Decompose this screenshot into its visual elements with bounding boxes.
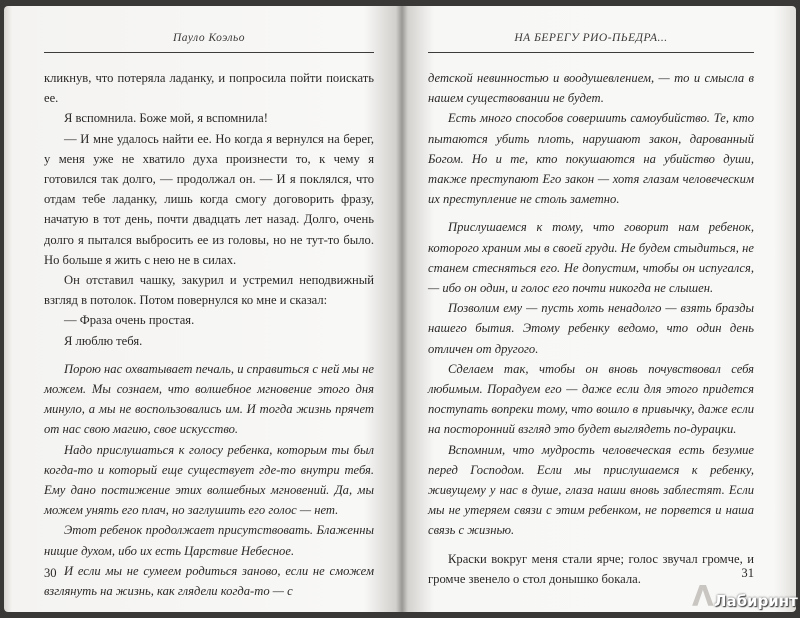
paragraph-italic: Надо прислушаться к голосу ребенка, которым ты был когда-то и который еще существует где-то внутри тебя. Ему дано постижение этих волшебных мгновений. Да, мы можем унять его плач, но заглушить его голос — нет. xyxy=(44,442,374,518)
paragraph-italic: Позволим ему — пусть хоть ненадолго — взять бразды нашего бытия. Этому ребенку ведомо, что один день отличен от другого. xyxy=(428,301,754,356)
paragraph-italic: Есть много способов совершить самоубийство. Те, кто пытаются убить плоть, нарушают закон, дарованный Богом. Но и те, кто покушаются на убийство души, также преступают Его закон — хотя глазам человеческим их преступление не столь заметно. xyxy=(428,111,754,207)
running-head-author: Пауло Коэльо xyxy=(172,32,246,44)
paragraph: Я вспомнила. Боже мой, я вспомнила! xyxy=(64,111,268,126)
header-rule xyxy=(44,52,374,53)
paragraph-italic: Порою нас охватывает печаль, и справиться с ней мы не можем. Мы сознаем, что волшебное мгновение этого дня минуло, а мы не воспользовались им. И тогда жизнь прячет от нас свою магию, свое искусство. xyxy=(44,361,374,437)
paragraph-italic: Вспомним, что мудрость человеческая есть безумие перед Господом. Если мы прислушаемся к ребенку, живущему у нас в душе, глаза наши вновь заблестят. Если мы не утеряем связи с этим ребенком, не порвется и наша связь с жизнью. xyxy=(428,442,754,538)
page-number: 30 xyxy=(44,566,57,580)
book-spread xyxy=(4,6,796,612)
running-head-title: НА БЕРЕГУ РИО-ПЬЕДРА... xyxy=(514,32,668,44)
page-number: 31 xyxy=(741,566,754,580)
paragraph: Я люблю тебя. xyxy=(64,333,143,348)
labirint-watermark xyxy=(692,580,798,616)
paragraph-italic: И если мы не сумеем родиться заново, если не сможем взглянуть на жизнь, как глядели когда-то — с xyxy=(44,563,374,599)
paragraph: — И мне удалось найти ее. Но когда я вернулся на берег, у меня уже не хватило духа произнести то, к чему я готовился так долго, — продолжал он. — И я поклялся, что отдам тебе ладанку, лишь когда смогу договорить фразу, начатую в тот день, почти двадцать лет назад. Долго, очень долго я пытался выбросить ее из головы, но не тут-то было. Но больше я жить с нею не в силах. xyxy=(44,131,374,267)
right-page-text xyxy=(428,68,754,589)
paragraph-italic: Этот ребенок продолжает присутствовать. Блаженны нищие духом, ибо их есть Царствие Небесное. xyxy=(44,523,374,558)
paragraph: кликнув, что потеряла ладанку, и попросила пойти поискать ее. xyxy=(44,71,374,106)
left-page-text xyxy=(44,68,374,601)
paragraph: Он отставил чашку, закурил и устремил неподвижный взгляд в потолок. Потом повернулся ко мне и сказал: xyxy=(44,273,374,308)
paragraph: Краски вокруг меня стали ярче; голос звучал громче, и громче звенело о стол донышко бокала. xyxy=(428,551,754,586)
watermark-text: Лабиринт xyxy=(714,592,798,610)
right-page xyxy=(428,6,754,612)
header-rule xyxy=(428,52,754,53)
left-page xyxy=(44,6,374,612)
paragraph-italic: детской невинностью и воодушевлением, — то и смысла в нашем существовании не будет. xyxy=(428,71,754,106)
paragraph-italic: Прислушаемся к тому, что говорит нам ребенок, которого храним мы в своей груди. Не будем стыдиться, не станем стесняться его. Не допустим, чтобы он испугался, — ибо он один, и голос его почти никогда не слышен. xyxy=(428,220,754,296)
labirint-logo-icon: Λ xyxy=(692,580,714,613)
paragraph: — Фраза очень простая. xyxy=(64,313,195,328)
paragraph-italic: Сделаем так, чтобы он вновь почувствовал себя любимым. Порадуем его — даже если для этого придется поступать вопреки тому, что вошло в привычку, даже если на посторонний взгляд это будет выглядеть по-дурацки. xyxy=(428,361,754,437)
